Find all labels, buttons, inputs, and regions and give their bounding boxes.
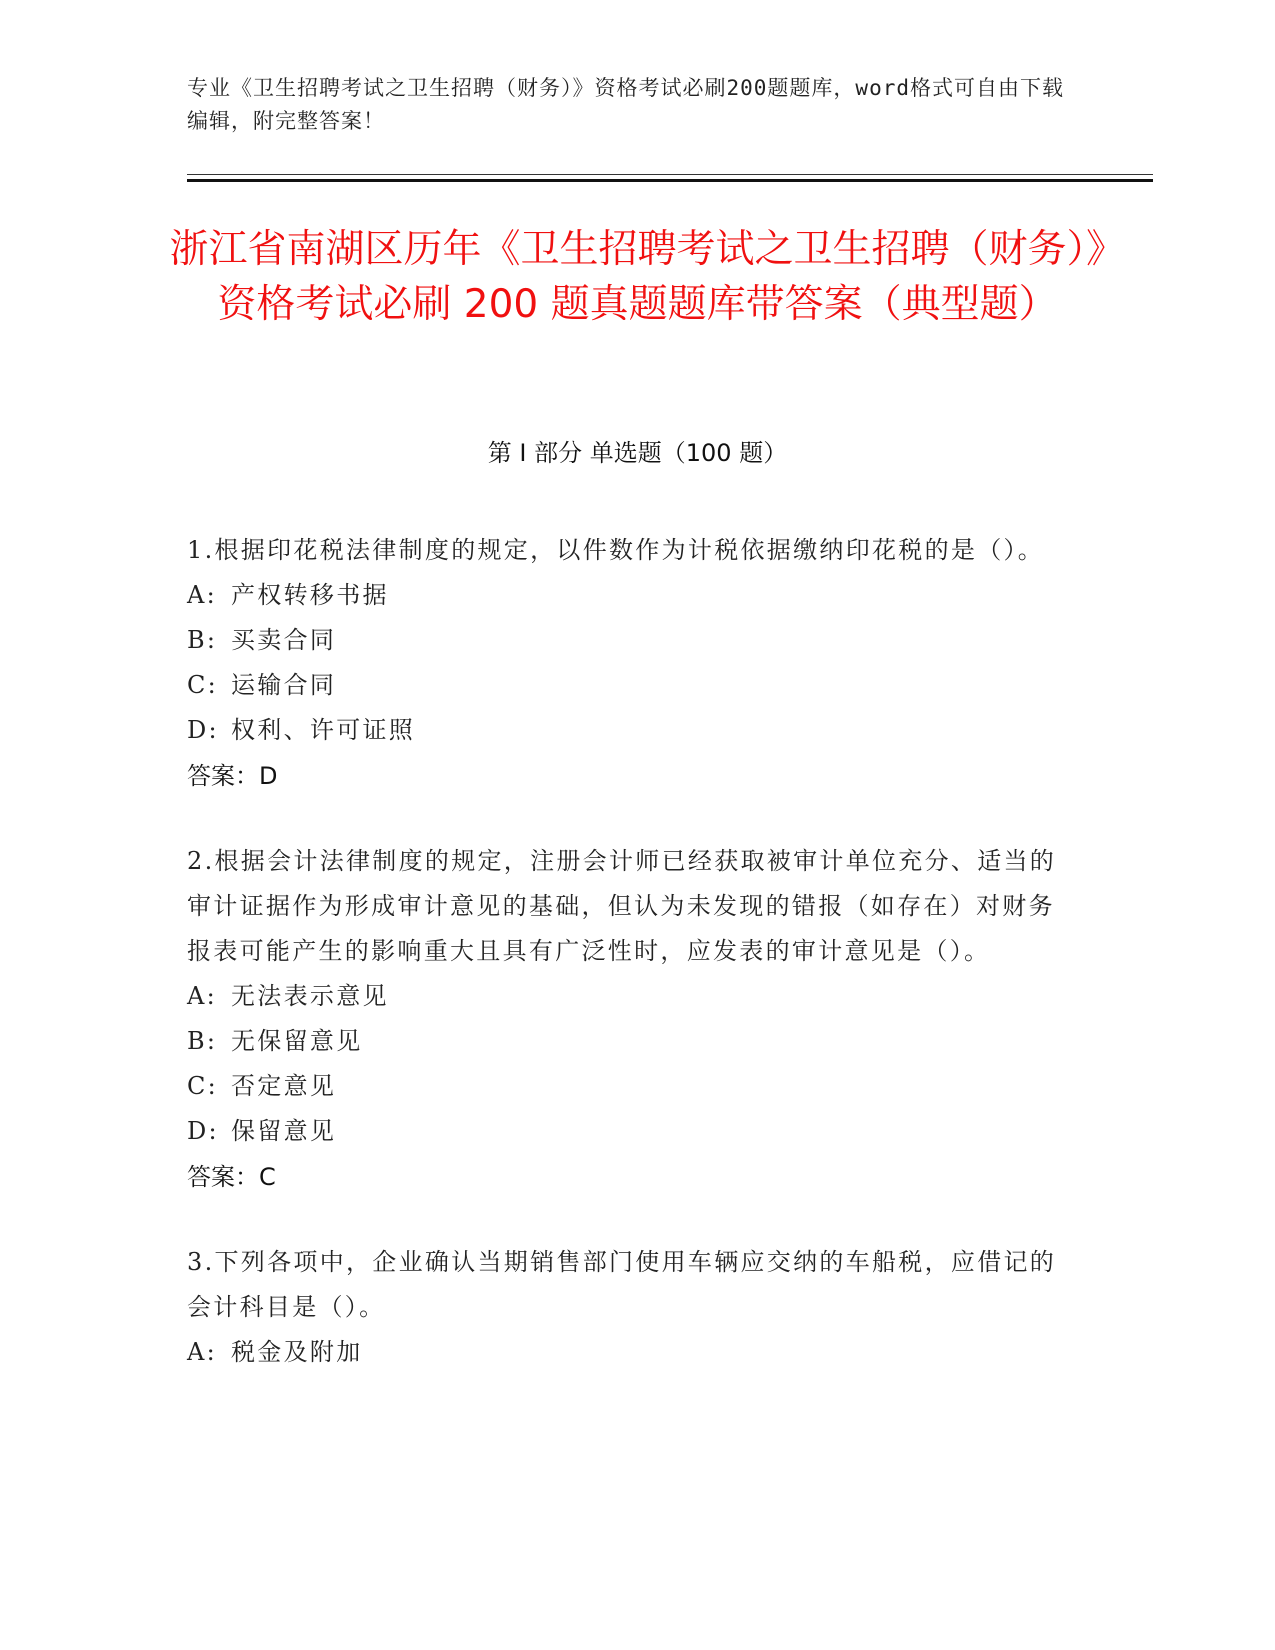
option-key: A: xyxy=(187,581,218,609)
option-text: 无保留意见 xyxy=(231,1027,363,1055)
question-list xyxy=(187,528,1067,1415)
option-d xyxy=(187,1109,1067,1154)
option-b xyxy=(187,1019,1067,1064)
question-stem: 3.下列各项中，企业确认当期销售部门使用车辆应交纳的车船税，应借记的会计科目是（）。 xyxy=(187,1248,1057,1321)
option-key: D: xyxy=(187,716,219,744)
option-text: 否定意见 xyxy=(231,1072,337,1100)
option-c xyxy=(187,663,1067,708)
option-key: A: xyxy=(187,1338,218,1366)
answer: 答案：C xyxy=(187,1163,276,1191)
option-text: 买卖合同 xyxy=(231,626,337,654)
option-text: 税金及附加 xyxy=(231,1338,363,1366)
option-key: B: xyxy=(187,626,218,654)
question-2 xyxy=(187,839,1067,1200)
option-text: 产权转移书据 xyxy=(231,581,389,609)
document-title: 浙江省南湖区历年《卫生招聘考试之卫生招聘（财务）》资格考试必刷 200 题真题题库带答案（典型题） xyxy=(169,227,1106,327)
header-divider-thick xyxy=(187,179,1153,182)
option-key: D: xyxy=(187,1117,219,1145)
option-text: 运输合同 xyxy=(231,671,337,699)
option-text: 保留意见 xyxy=(231,1117,337,1145)
header-divider-thin xyxy=(187,174,1153,175)
option-c xyxy=(187,1064,1067,1109)
question-3 xyxy=(187,1240,1067,1375)
option-key: C: xyxy=(187,671,219,699)
question-1 xyxy=(187,528,1067,799)
header-note: 专业《卫生招聘考试之卫生招聘（财务）》资格考试必刷200题题库，word格式可自由下载编辑，附完整答案！ xyxy=(187,76,1064,133)
section-title: 第 I 部分 单选题（100 题） xyxy=(487,439,788,467)
option-a xyxy=(187,573,1067,618)
answer: 答案：D xyxy=(187,762,278,790)
option-key: A: xyxy=(187,982,218,1010)
option-key: B: xyxy=(187,1027,218,1055)
option-text: 权利、许可证照 xyxy=(231,716,416,744)
option-d xyxy=(187,708,1067,753)
option-key: C: xyxy=(187,1072,219,1100)
option-a xyxy=(187,974,1067,1019)
option-b xyxy=(187,618,1067,663)
option-a xyxy=(187,1330,1067,1375)
question-stem: 1.根据印花税法律制度的规定，以件数作为计税依据缴纳印花税的是（）。 xyxy=(187,536,1045,564)
option-text: 无法表示意见 xyxy=(231,982,389,1010)
question-stem: 2.根据会计法律制度的规定，注册会计师已经获取被审计单位充分、适当的审计证据作为形成审计意见的基础，但认为未发现的错报（如存在）对财务报表可能产生的影响重大且具有广泛性时，应发表的审计意见是（）。 xyxy=(187,847,1057,965)
